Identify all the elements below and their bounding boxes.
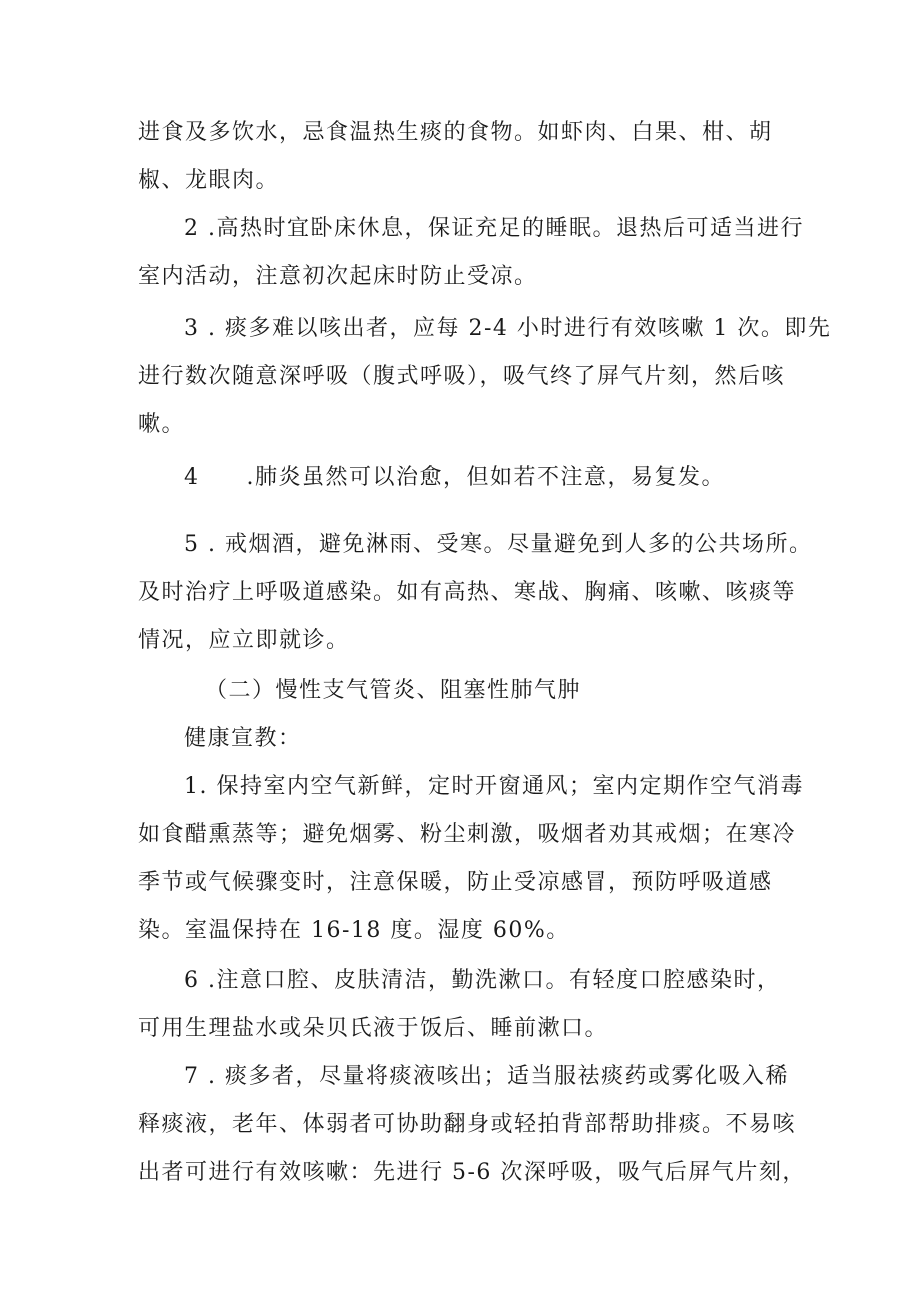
text-line: 出者可进行有效咳嗽：先进行 5-6 次深呼吸，吸气后屏气片刻， bbox=[138, 1160, 806, 1185]
text-line: 3 . 痰多难以咳出者，应每 2-4 小时进行有效咳嗽 1 次。即先 bbox=[184, 316, 832, 341]
text-line: 季节或气候骤变时，注意保暖，防止受凉感冒，预防呼吸道感 bbox=[138, 870, 773, 895]
text-line: 7 . 痰多者，尽量将痰液咳出；适当服祛痰药或雾化吸入稀 bbox=[184, 1064, 789, 1089]
text-line: 4 .肺炎虽然可以治愈，但如若不注意，易复发。 bbox=[184, 465, 725, 490]
text-line: 6 .注意口腔、皮肤清洁，勤洗漱口。有轻度口腔感染时， bbox=[184, 968, 781, 993]
text-line: 进行数次随意深呼吸（腹式呼吸），吸气终了屏气片刻，然后咳 bbox=[138, 364, 786, 389]
text-line: 情况，应立即就诊。 bbox=[138, 628, 350, 653]
text-line: 健康宣教： bbox=[184, 726, 302, 751]
text-line: 椒、龙眼肉。 bbox=[138, 168, 280, 193]
text-line: 染。室温保持在 16-18 度。湿度 60%。 bbox=[138, 918, 570, 943]
text-line: 1. 保持室内空气新鲜，定时开窗通风；室内定期作空气消毒 bbox=[184, 774, 804, 799]
text-line: 及时治疗上呼吸道感染。如有高热、寒战、胸痛、咳嗽、咳痰等 bbox=[138, 580, 797, 605]
text-line: 室内活动，注意初次起床时防止受凉。 bbox=[138, 264, 538, 289]
text-line: 2 .高热时宜卧床休息，保证充足的睡眠。退热后可适当进行 bbox=[184, 216, 804, 241]
text-line: 释痰液，老年、体弱者可协助翻身或轻拍背部帮助排痰。不易咳 bbox=[138, 1112, 797, 1137]
text-line: 5 . 戒烟酒，避免淋雨、受寒。尽量避免到人多的公共场所。 bbox=[184, 532, 813, 557]
text-line: 嗽。 bbox=[138, 412, 186, 437]
section-heading: （二）慢性支气管炎、阻塞性肺气肿 bbox=[205, 678, 582, 703]
text-line: 可用生理盐水或朵贝氏液于饭后、睡前漱口。 bbox=[138, 1016, 609, 1041]
text-line: 如食醋熏蒸等；避免烟雾、粉尘刺激，吸烟者劝其戒烟；在寒冷 bbox=[138, 822, 797, 847]
text-line: 进食及多饮水，忌食温热生痰的食物。如虾肉、白果、柑、胡 bbox=[138, 120, 773, 145]
